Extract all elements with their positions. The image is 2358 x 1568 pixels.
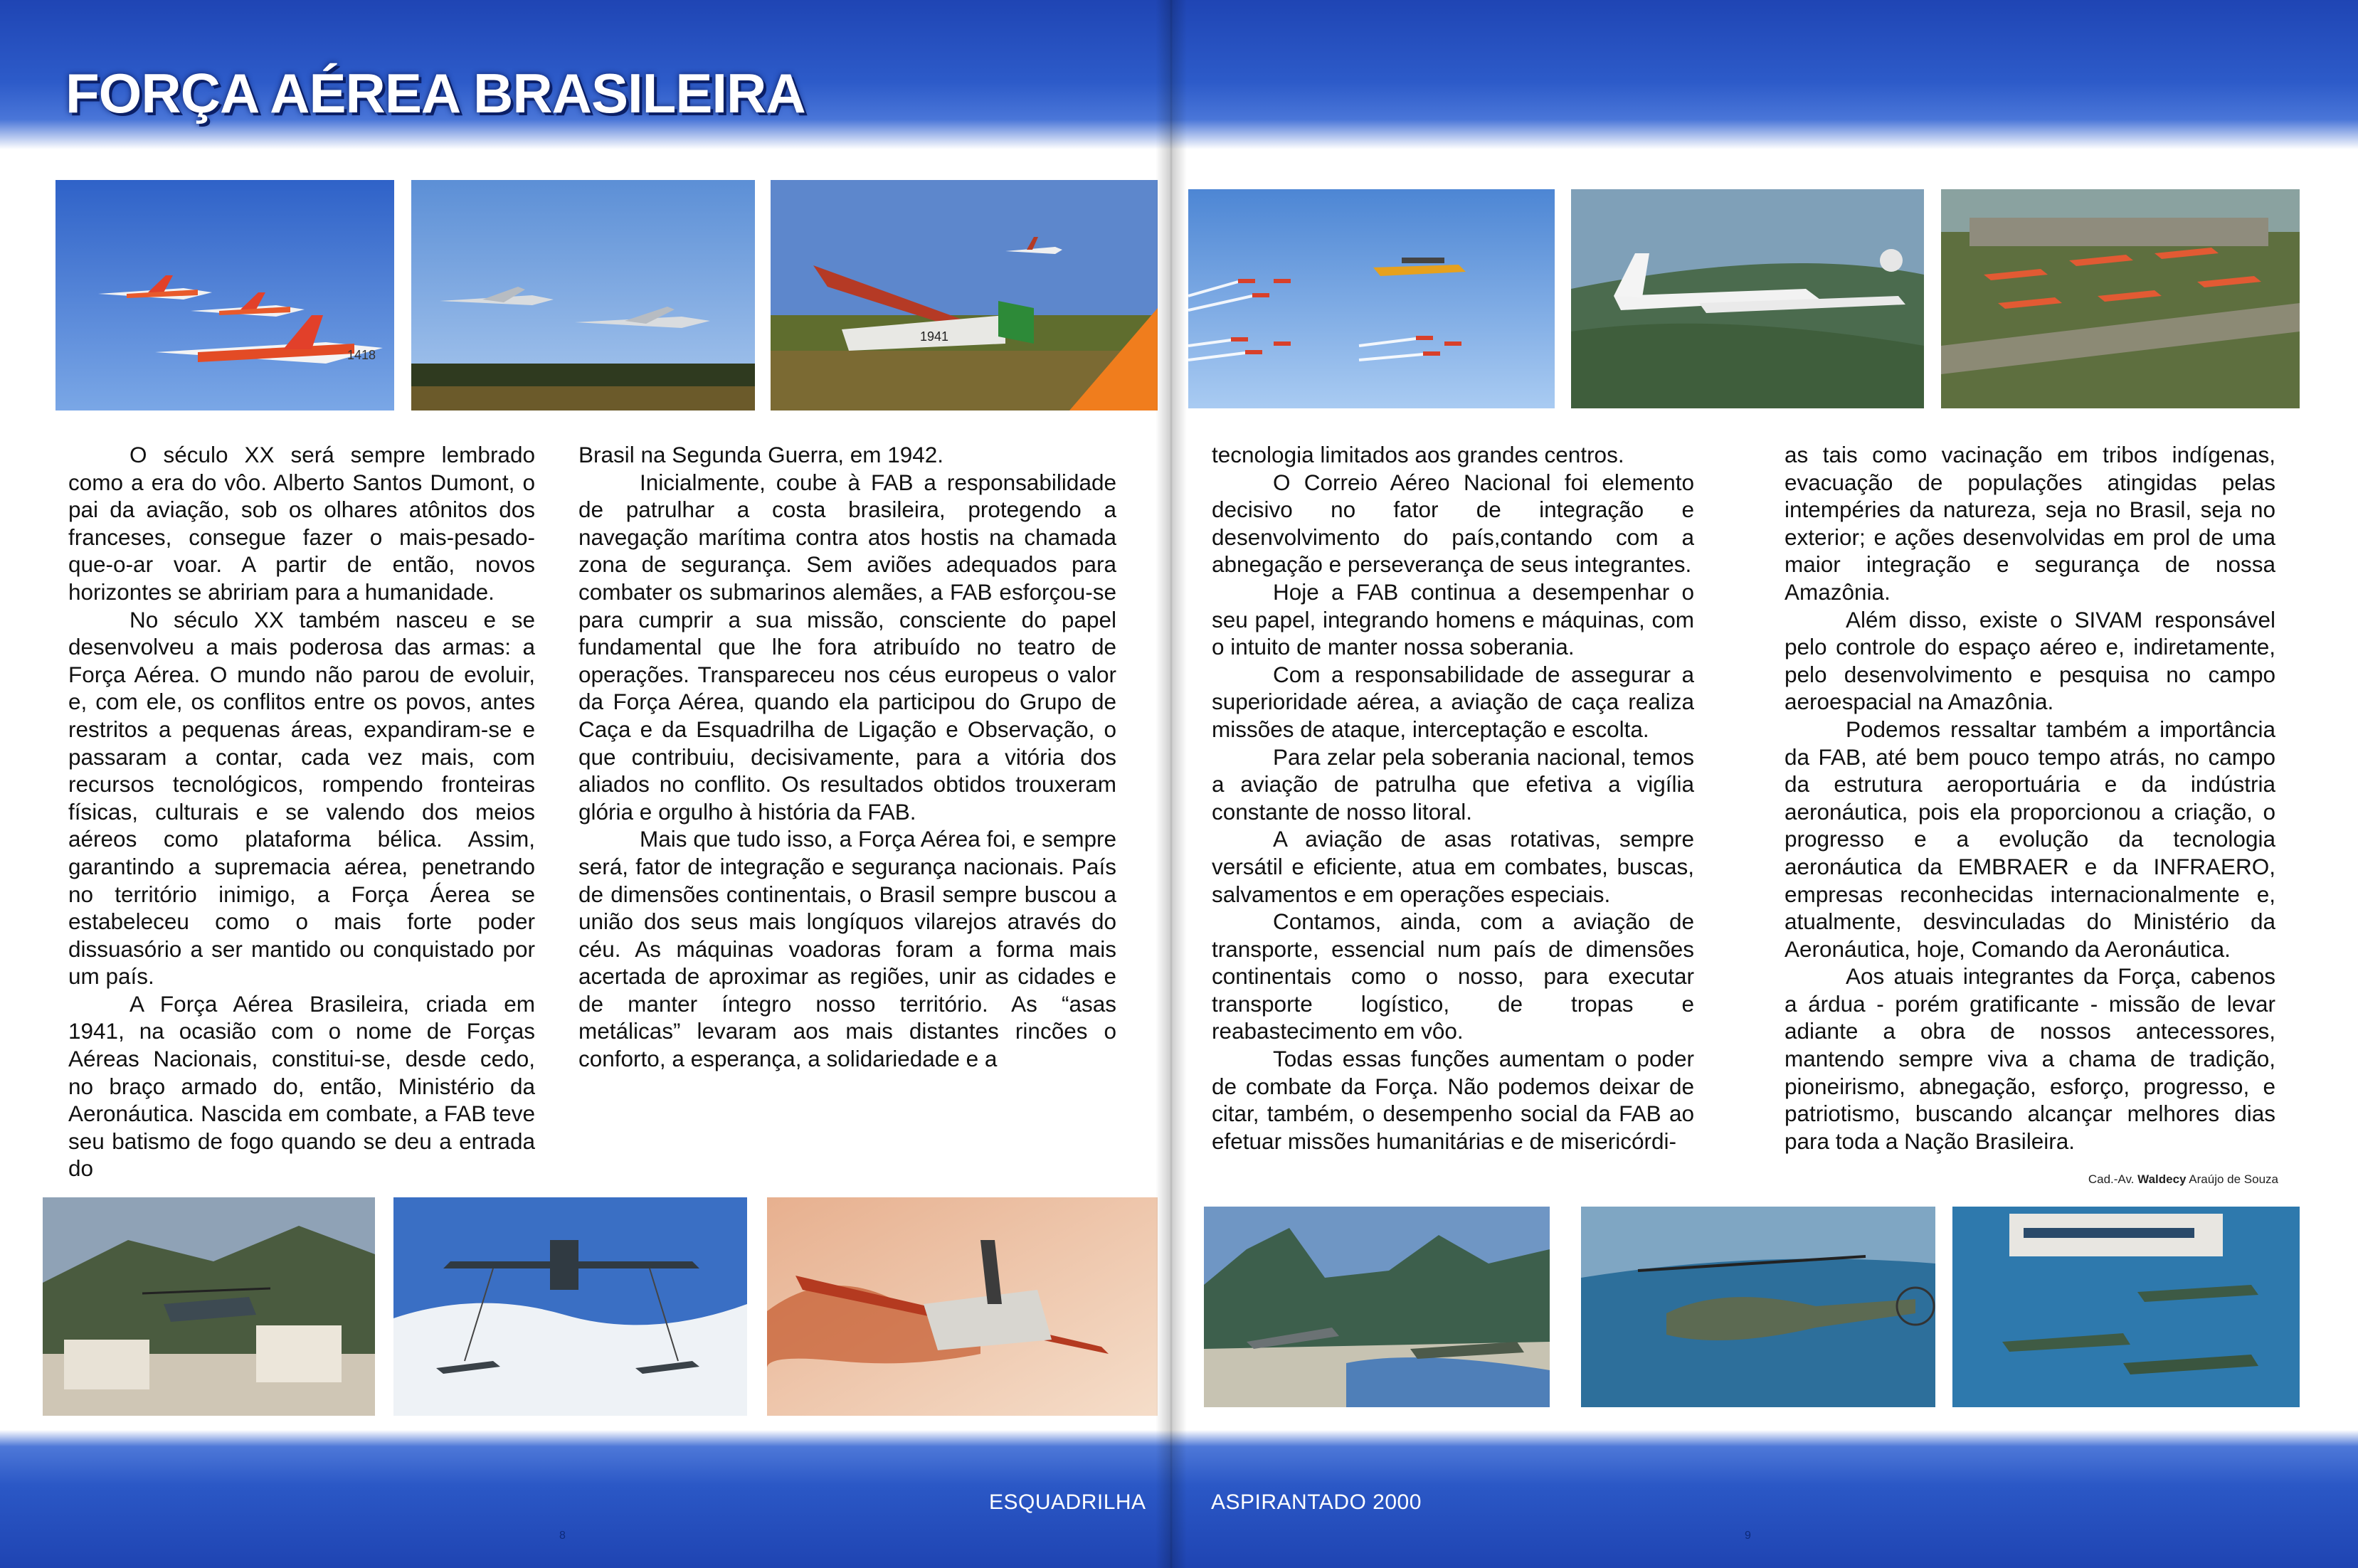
paragraph: O século XX será sempre lembrado como a era do vôo. Alberto Santos Dumont, o pai da aviação, sob os olhares atônitos dos franceses, consegue fazer o mais-pesado-que-o-ar voar. A partir de então, novos horizontes se abririam para a humanidade. [68, 442, 535, 605]
svg-text:1941: 1941 [920, 329, 949, 344]
page-number: 9 [1745, 1530, 1751, 1542]
footer-label: ASPIRANTADO 2000 [1211, 1490, 1422, 1514]
header-band [1167, 0, 2358, 149]
paragraph: Todas essas funções aumentam o poder de combate da Força. Não podemos deixar de citar, também, o desempenho social da FAB ao efetuar missões humanitárias e de misericórdi- [1212, 1046, 1694, 1154]
paragraph: A Força Aérea Brasileira, criada em 1941, na ocasião com o nome de Forças Aéreas Nacionais, constitui-se, desde cedo, no braço armado do, então, Ministério da Aeronáutica. Nascida em combate, a FAB teve seu batismo de fogo quando se deu a entrada do [68, 990, 535, 1182]
author-rank: Cad.-Av. [2088, 1172, 2135, 1186]
paragraph: tecnologia limitados aos grandes centros. [1212, 442, 1624, 467]
photo-helicopter-colonial-town [43, 1197, 375, 1416]
paragraph: Para zelar pela soberania nacional, temos a aviação de patrulha que efetiva a vigília constante de nosso litoral. [1212, 743, 1694, 825]
photo-aerobatic-smoke [767, 1197, 1158, 1416]
photo-aerial-refuelling [393, 1197, 747, 1416]
photo-patrol-jets-over-ship [1952, 1207, 2300, 1407]
paragraph: Inicialmente, coube à FAB a responsabilidade de patrulhar a costa brasileira, protegendo a navegação marítima contra atos hostis na chamada zona de segurança. Sem aviões adequados para combater os submarinos alemães, a FAB esforçou-se para cumprir a sua missão, consciente do papel fundamental que lhe fora atribuído no teatro de operações. Transpareceu nos céus europeus o valor da Força Aérea, quando ela participou do Grupo de Caça e da Esquadrilha de Ligação e Observação, o que contribuiu, decisivamente, para a vitória dos aliados no conflito. Os resultados obtidos trouxeram glória e orgulho à história da FAB. [578, 469, 1116, 825]
photo-formation-over-airbase [1941, 189, 2300, 408]
paragraph: Podemos ressaltar também a importância da FAB, até bem pouco tempo atrás, no campo da estrutura aeroportuária e da indústria aeronáutica, pois ela proporcionou a criação, o progresso e a evolução da tecnologia aeronáutica da EMBRAER e da INFRAERO, empresas reconhecidas internacionalmente e, atualmente, desvinculadas do Ministério da Aeronáutica, hoje, Comando da Aeronáutica. [1785, 716, 2275, 962]
photo-cougar-helicopter [1581, 1207, 1935, 1407]
text-column-3 [1212, 441, 1694, 1155]
paragraph: as tais como vacinação em tribos indígenas, evacuação de populações atingidas pelas intempéries da natureza, seja no Brasil, seja no exterior; e ações desenvolvidas em prol de uma maior integração e segurança de nossa Amazônia. [1785, 442, 2275, 605]
photo-jet-pair [411, 180, 755, 410]
paragraph: Hoje a FAB continua a desempenhar o seu papel, integrando homens e máquinas, com o intuito de manter nossa soberania. [1212, 578, 1694, 660]
footer-label: ESQUADRILHA [989, 1490, 1146, 1514]
photo-trainer-formation [55, 180, 394, 410]
text-column-2 [578, 441, 1116, 1073]
left-page [0, 0, 1167, 1568]
paragraph: No século XX também nasceu e se desenvolveu a mais poderosa das armas: a Força Aérea. O mundo não parou de evoluir, e, com ele, os conflitos entre os povos, antes restritos a pequenas áreas, expandiram-se e passaram a contar, cada vez mais, com recursos tecnológicos, rompendo fronteiras físicas, culturais e se valendo dos meios aéreos como plataforma bélica. Assim, garantindo a supremacia aérea, penetrando no território inimigo, a Força Áerea se estabeleceu como o mais forte poder dissuasório a ser mantido ou conquistado por um país. [68, 606, 535, 990]
photo-smoke-formation [1188, 189, 1555, 408]
text-column-4 [1785, 441, 2275, 1155]
page-number: 8 [559, 1530, 566, 1542]
author-name: Waldecy [2137, 1172, 2187, 1186]
paragraph: Contamos, ainda, com a aviação de transporte, essencial num país de dimensões continentais como o nosso, para executar transporte logístico, de tropas e reabastecimento em vôo. [1212, 909, 1694, 1044]
paragraph: Com a responsabilidade de assegurar a superioridade aérea, a aviação de caça realiza missões de ataque, interceptação e escolta. [1212, 661, 1694, 742]
paragraph: A aviação de asas rotativas, sempre versátil e eficiente, atua em combates, buscas, salvamentos e em operações especiais. [1212, 826, 1694, 907]
paragraph: Aos atuais integrantes da Força, cabenos a árdua - porém gratificante - missão de levar adiante a obra de nossos antecessores, mantendo sempre viva a chama de tradição, pioneirismo, abnegação, esforço, progresso, e patriotismo, buscando alcançar melhores dias para toda a Nação Brasileira. [1785, 963, 2275, 1154]
paragraph: O Correio Aéreo Nacional foi elemento decisivo no fator de integração e desenvolvimento do país,contando com a abnegação e perseverança de seus integrantes. [1212, 469, 1694, 578]
author-surname: Araújo de Souza [2189, 1172, 2278, 1186]
photo-jets-over-rio [1204, 1207, 1550, 1407]
text-column-1 [68, 441, 535, 1182]
paragraph: Mais que tudo isso, a Força Aérea foi, e sempre será, fator de integração e segurança nacionais. País de dimensões continentais, o Brasil sempre buscou a união dos seus mais longíquos vilarejos através do céu. As máquinas voadoras foram a forma mais acertada de aproximar as regiões, unir as cidades e de manter íntegro nosso território. As “asas metálicas” levaram aos mais distantes rincões o conforto, a esperança, a solidariedade e a [578, 826, 1116, 1072]
svg-text:1418: 1418 [347, 348, 376, 362]
photo-transport-plane-over-city [1571, 189, 1924, 408]
author-signature [2088, 1172, 2278, 1187]
paragraph: Brasil na Segunda Guerra, em 1942. [578, 442, 944, 467]
page-title: FORÇA AÉREA BRASILEIRA [65, 62, 805, 125]
paragraph: Além disso, existe o SIVAM responsável pelo controle do espaço aéreo e, indiretamente, pelo desenvolvimento e pesquisa no campo aeroespacial na Amazônia. [1785, 606, 2275, 715]
right-page [1167, 0, 2358, 1568]
photo-vintage-planes [771, 180, 1158, 410]
